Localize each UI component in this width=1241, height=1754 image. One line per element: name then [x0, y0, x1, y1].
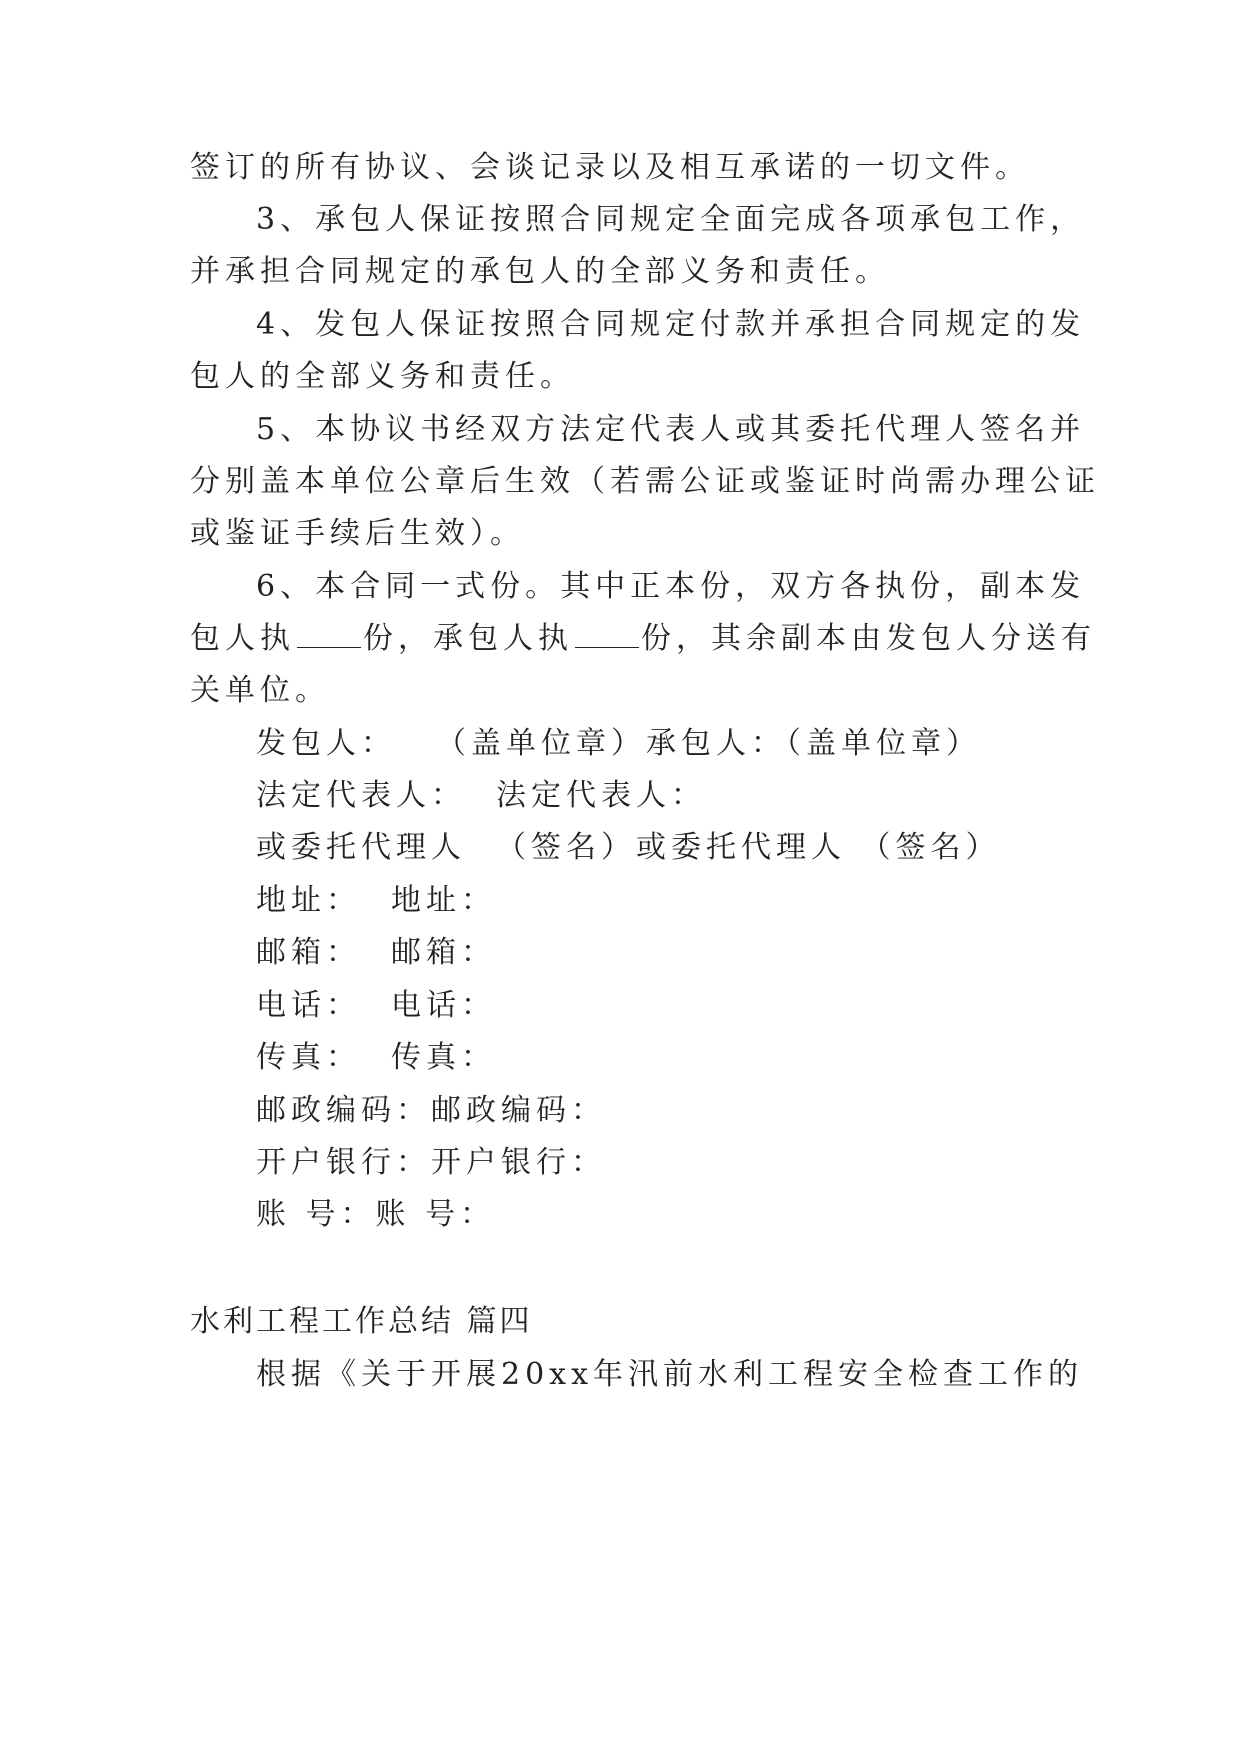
clause-5-line-3: 或鉴证手续后生效）。	[190, 516, 525, 551]
signature-row-account	[256, 1195, 1136, 1235]
paragraph-line: 签订的所有协议、会谈记录以及相互承诺的一切文件。	[190, 150, 1030, 185]
signature-left-label: 开户银行：	[256, 1145, 431, 1180]
copies-text-1: 包人执	[190, 621, 295, 656]
signature-row-postcode	[256, 1091, 1136, 1131]
copies-text-2: 份，承包人执	[363, 621, 573, 656]
signature-row-email	[256, 933, 1136, 973]
signature-row-bank	[256, 1143, 1136, 1183]
signature-left-label: 账 号：	[256, 1197, 376, 1232]
signature-left-label: 传真：	[256, 1040, 361, 1075]
signature-right-label: （签名）或委托代理人 （签名）	[496, 830, 1001, 865]
clause-6-line-1: 6、本合同一式份。其中正本份，双方各执份，副本发	[256, 569, 1086, 604]
signature-left-label: 或委托代理人	[256, 830, 466, 865]
signature-right-label: （盖单位章）承包人：（盖单位章）	[436, 726, 981, 761]
section-heading: 水利工程工作总结 篇四	[190, 1304, 533, 1339]
signature-row-phone	[256, 986, 1136, 1026]
signature-right-label: 法定代表人：	[496, 778, 706, 813]
copies-text-3: 份，其余副本由发包人分送有	[641, 621, 1096, 656]
clause-3-line-1: 3、承包人保证按照合同规定全面完成各项承包工作，	[256, 202, 1086, 237]
blank-field	[297, 621, 361, 648]
signature-left-label: 邮政编码：	[256, 1093, 431, 1128]
signature-right-label: 邮箱：	[391, 935, 496, 970]
signature-row-fax	[256, 1038, 1136, 1078]
clause-6-line-3: 关单位。	[190, 673, 330, 708]
signature-left-label: 电话：	[256, 988, 361, 1023]
section-first-line: 根据《关于开展20xx年汛前水利工程安全检查工作的	[256, 1357, 1084, 1392]
signature-left-label: 发包人：	[256, 726, 396, 761]
signature-row-address	[256, 881, 1136, 921]
clause-5-line-2: 分别盖本单位公章后生效（若需公证或鉴证时尚需办理公证	[190, 464, 1100, 499]
clause-5-line-1: 5、本协议书经双方法定代表人或其委托代理人签名并	[256, 412, 1086, 447]
signature-row-issuer	[256, 724, 1136, 764]
clause-6-line-2	[190, 619, 1096, 659]
signature-right-label: 地址：	[391, 883, 496, 918]
signature-row-agent	[256, 828, 1136, 868]
signature-left-label: 邮箱：	[256, 935, 361, 970]
signature-right-label: 电话：	[391, 988, 496, 1023]
signature-right-label: 邮政编码：	[431, 1093, 606, 1128]
signature-row-legal-rep	[256, 776, 1136, 816]
clause-3-line-2: 并承担合同规定的承包人的全部义务和责任。	[190, 254, 890, 289]
clause-4-line-1: 4、发包人保证按照合同规定付款并承担合同规定的发	[256, 307, 1086, 342]
clause-4-line-2: 包人的全部义务和责任。	[190, 359, 575, 394]
signature-left-label: 地址：	[256, 883, 361, 918]
signature-right-label: 开户银行：	[431, 1145, 606, 1180]
signature-right-label: 账 号：	[375, 1197, 496, 1232]
blank-field	[575, 621, 639, 648]
signature-left-label: 法定代表人：	[256, 778, 466, 813]
signature-right-label: 传真：	[391, 1040, 496, 1075]
